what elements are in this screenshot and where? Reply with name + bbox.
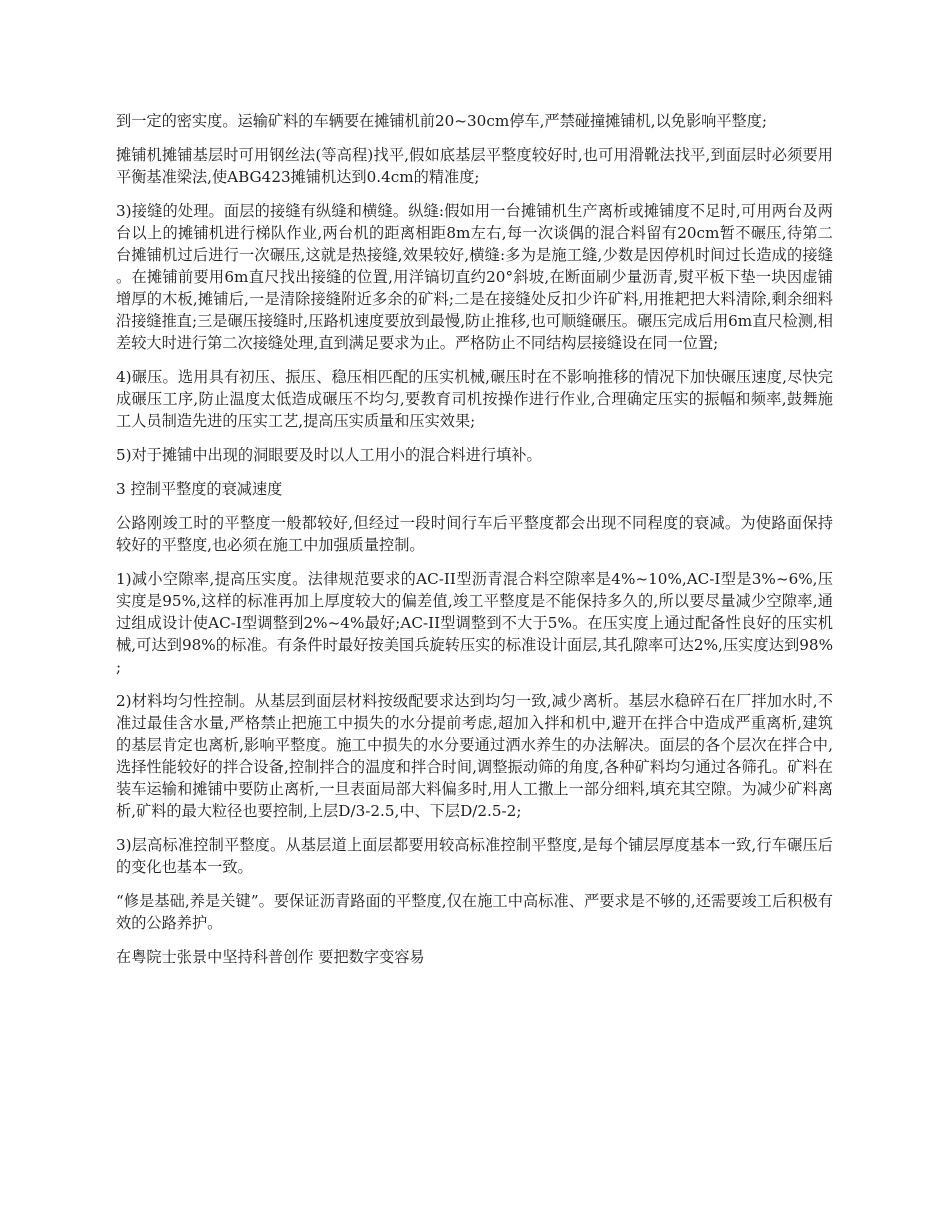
paragraph: 3)层高标准控制平整度。从基层道上面层都要用较高标准控制平整度,是每个铺层厚度基本一致,行车碾压后的变化也基本一致。 (116, 836, 833, 876)
paragraph: 2)材料均匀性控制。从基层到面层材料按级配要求达到均匀一致,减少离析。基层水稳碎石在厂拌加水时,不准过最佳含水量,严格禁止把施工中损失的水分提前考虑,超加入拌和机中,避开在拌合中造成严重离析,建筑的基层肯定也离析,影响平整度。施工中损失的水分要通过洒水养生的办法解决。面层的各个层次在拌合中,选择性能较好的拌合设备,控制拌合的温度和拌合时间,调整振动筛的角度,各种矿料均匀通过各筛孔。矿料在装车运输和摊铺中要防止离析,一旦表面局部大料偏多时,用人工撒上一部分细料,填充其空隙。为减少矿料离析,矿料的最大粒径也要控制,上层D/3-2.5,中、下层D/2.5-2; (116, 692, 833, 820)
section-heading: 3 控制平整度的衰减速度 (116, 480, 283, 498)
paragraph: 到一定的密实度。运输矿料的车辆要在摊铺机前20~30cm停车,严禁碰撞摊铺机,以免影响平整度; (116, 112, 767, 130)
paragraph: 5)对于摊铺中出现的洞眼要及时以人工用小的混合料进行填补。 (116, 446, 542, 464)
paragraph: 1)减小空隙率,提高压实度。法律规范要求的AC-II型沥青混合料空隙率是4%~10%,AC-I型是3%~6%,压实度是95%,这样的标准再加上厚度较大的偏差值,竣工平整度是不能保持多久的,所以要尽量减少空隙率,通过组成设计使AC-I型调整到2%~4%最好;AC-II型调整到不大于5%。在压实度上通过配备性良好的压实机械,可达到98%的标准。有条件时最好按美国兵旋转压实的标准设计面层,其孔隙率可达2%,压实度达到98%; (116, 570, 833, 676)
paragraph: 公路刚竣工时的平整度一般都较好,但经过一段时间行车后平整度都会出现不同程度的衰减。为使路面保持较好的平整度,也必须在施工中加强质量控制。 (116, 514, 833, 554)
paragraph: 4)碾压。选用具有初压、振压、稳压相匹配的压实机械,碾压时在不影响推移的情况下加快碾压速度,尽快完成碾压工序,防止温度太低造成碾压不均匀,要教育司机按操作进行作业,合理确定压实的振幅和频率,鼓舞施工人员制造先进的压实工艺,提高压实质量和压实效果; (116, 368, 833, 430)
document-body (116, 110, 833, 980)
paragraph: 摊铺机摊铺基层时可用钢丝法(等高程)找平,假如底基层平整度较好时,也可用滑靴法找平,到面层时必须要用平衡基准梁法,使ABG423摊铺机达到0.4cm的精准度; (116, 146, 833, 186)
paragraph: 3)接缝的处理。面层的接缝有纵缝和横缝。纵缝:假如用一台摊铺机生产离析或摊铺度不足时,可用两台及两台以上的摊铺机进行梯队作业,两台机的距离相距8m左右,每一次谈偶的混合料留有20cm暂不碾压,待第二台摊铺机过后进行一次碾压,这就是热接缝,效果较好,横缝:多为是施工缝,少数是因停机时间过长造成的接缝。在摊铺前要用6m直尺找出接缝的位置,用洋镐切直约20°斜坡,在断面刷少量沥青,熨平板下垫一块因虚铺增厚的木板,摊铺后,一是清除接缝附近多余的矿料;二是在接缝处反扣少许矿料,用推耙把大料清除,剩余细料沿接缝推直;三是碾压接缝时,压路机速度要放到最慢,防止推移,也可顺缝碾压。碾压完成后用6m直尺检测,相差较大时进行第二次接缝处理,直到满足要求为止。严格防止不同结构层接缝设在同一位置; (116, 202, 833, 352)
paragraph: “修是基础,养是关键”。要保证沥青路面的平整度,仅在施工中高标准、严要求是不够的,还需要竣工后积极有效的公路养护。 (116, 892, 833, 932)
related-article-title: 在粤院士张景中坚持科普创作 要把数字变容易 (116, 948, 425, 966)
